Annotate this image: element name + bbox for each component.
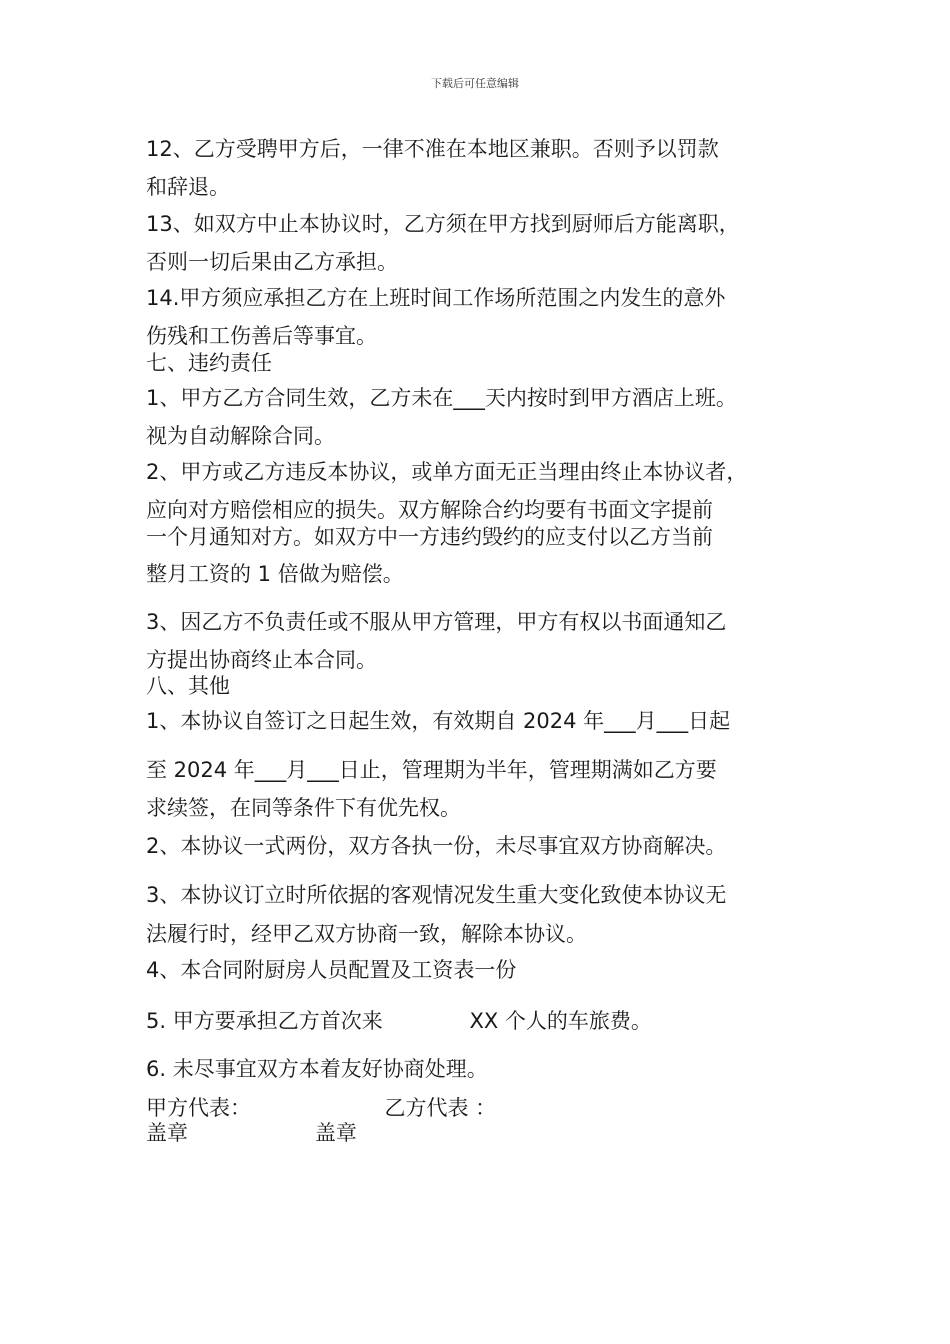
- clause-13-line-2: 否则一切后果由乙方承担。: [146, 250, 398, 274]
- other-5-line: 5. 甲方要承担乙方首次来 XX 个人的车旅费。: [146, 1009, 652, 1033]
- breach-1-line-2: 视为自动解除合同。: [146, 424, 335, 448]
- other-1-line-2: 至 2024 年___月___日止，管理期为半年，管理期满如乙方要: [146, 758, 717, 782]
- clause-12-line-2: 和辞退。: [146, 175, 230, 199]
- breach-2-line-3: 一个月通知对方。如双方中一方违约毁约的应支付以乙方当前: [146, 525, 713, 549]
- other-6-line: 6. 未尽事宜双方本着友好协商处理。: [146, 1057, 488, 1081]
- other-2-line: 2、本协议一式两份，双方各执一份，未尽事宜双方协商解决。: [146, 834, 727, 858]
- other-1-line-1: 1、本协议自签订之日起生效，有效期自 2024 年___月___日起: [146, 709, 731, 733]
- page-header: 下载后可任意编辑: [431, 77, 519, 90]
- other-1-line-3: 求续签，在同等条件下有优先权。: [146, 796, 461, 820]
- clause-13-line-1: 13、如双方中止本协议时，乙方须在甲方找到厨师后方能离职，: [146, 212, 740, 236]
- clause-14-line-2: 伤残和工伤善后等事宜。: [146, 324, 377, 348]
- signature-labels: 甲方代表： 乙方代表 ：: [146, 1096, 497, 1120]
- breach-3-line-2: 方提出协商终止本合同。: [146, 648, 377, 672]
- breach-3-line-1: 3、因乙方不负责任或不服从甲方管理，甲方有权以书面通知乙: [146, 610, 727, 634]
- other-3-line-1: 3、本协议订立时所依据的客观情况发生重大变化致使本协议无: [146, 883, 727, 907]
- clause-12-line-1: 12、乙方受聘甲方后，一律不准在本地区兼职。否则予以罚款: [146, 137, 719, 161]
- other-3-line-2: 法履行时，经甲乙双方协商一致，解除本协议。: [146, 922, 587, 946]
- seal-labels: 盖章 盖章: [146, 1121, 357, 1145]
- breach-2-line-2: 应向对方赔偿相应的损失。双方解除合约均要有书面文字提前: [146, 498, 713, 522]
- breach-2-line-1: 2、甲方或乙方违反本协议，或单方面无正当理由终止本协议者，: [146, 460, 748, 484]
- breach-2-line-4: 整月工资的 1 倍做为赔偿。: [146, 562, 404, 586]
- section-7-heading: 七、违约责任: [146, 351, 272, 375]
- other-4-line: 4、本合同附厨房人员配置及工资表一份: [146, 958, 517, 982]
- clause-14-line-1: 14.甲方须应承担乙方在上班时间工作场所范围之内发生的意外: [146, 286, 726, 310]
- breach-1-line-1: 1、甲方乙方合同生效，乙方未在___天内按时到甲方酒店上班。: [146, 386, 737, 410]
- section-8-heading: 八、其他: [146, 674, 230, 698]
